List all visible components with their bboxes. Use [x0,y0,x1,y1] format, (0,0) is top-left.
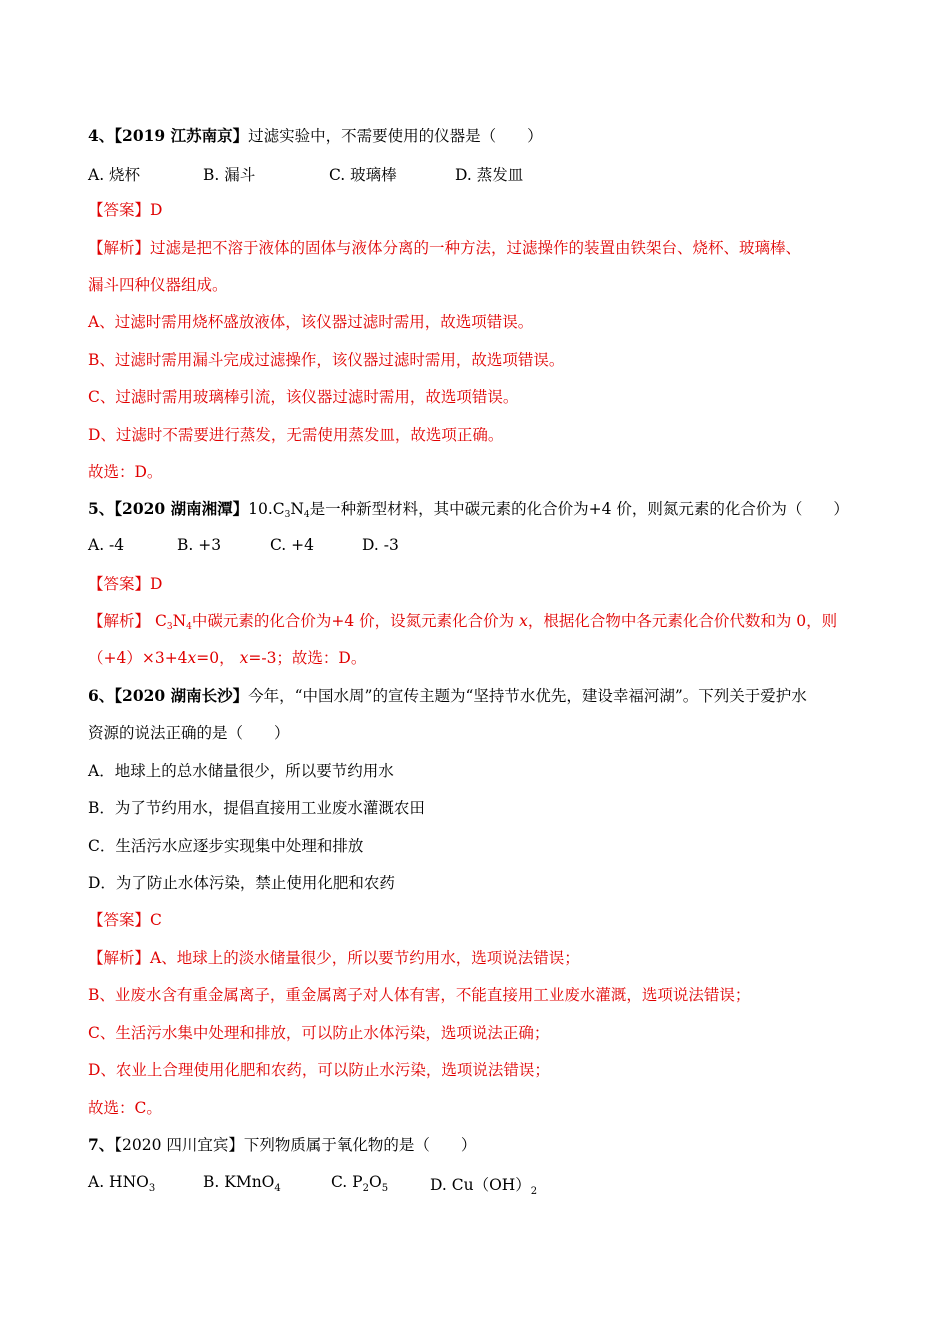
q7-option-a-sub: 3 [148,1183,156,1194]
q7-option-b-sub: 4 [274,1183,281,1194]
q5-formula-n-sub: 4 [303,510,310,520]
q6-analysis-a [88,948,580,968]
q7-option-b-text: B. KMnO [203,1173,275,1191]
q5-formula-n: N [290,500,304,518]
q5-analysis-text-2c: =-3；故选：D。 [248,649,367,667]
q5-answer-value: D [150,575,163,593]
q4-analysis-b: B、过滤时需用漏斗完成过滤操作，该仪器过滤时需用，故选项错误。 [88,351,565,369]
q5-stem-text: 是一种新型材料，其中碳元素的化合价为+4 价，则氮元素的化合价为（ ） [309,500,849,518]
q6-answer-value: C [150,911,162,929]
q5-var-x-1: x [519,612,528,630]
q6-analysis-c: C、生活污水集中处理和排放，可以防止水体污染，选项说法正确； [88,1024,550,1042]
q4-analysis-line-1 [88,238,801,258]
q6-option-a: A．地球上的总水储量很少，所以要节约用水 [88,762,394,780]
q5-formula-c: C [272,500,285,518]
q4-option-b: B. 漏斗 [203,166,256,184]
q4-option-a: A. 烧杯 [88,166,141,184]
q4-answer-value: D [150,201,163,219]
q5-analysis-line-1 [88,611,837,637]
q7-source: 【2020 四川宜宾】 [114,1136,244,1154]
q4-conclusion: 故选：D。 [88,463,163,481]
q6-analysis-tag: 【解析】 [88,949,151,967]
q7-option-b [203,1173,281,1194]
q5-analysis-text-2b: =0， [196,649,235,667]
q5-answer [88,574,162,594]
q5-option-d: D. -3 [362,536,399,554]
q6-answer-tag: 【答案】 [88,911,151,929]
q5-analysis-text-2a: （+4）×3+4 [88,649,188,667]
q6-option-d: D．为了防止水体污染，禁止使用化肥和农药 [88,874,395,892]
q4-answer-tag: 【答案】 [88,201,151,219]
q4-option-d: D. 蒸发皿 [455,166,524,184]
q5-answer-tag: 【答案】 [88,575,151,593]
q4-analysis-line-2: 漏斗四种仪器组成。 [88,276,228,294]
q7-option-c-text: C. P [331,1173,363,1191]
q6-option-b: B．为了节约用水，提倡直接用工业废水灌溉农田 [88,799,425,817]
q6-stem-line-2: 资源的说法正确的是（ ） [88,724,290,742]
q4-number: 4、 [88,126,115,145]
q5-var-x-2: x [187,649,197,667]
q5-formula-c-sub: 3 [284,510,291,520]
q5-option-b: B. +3 [177,536,222,554]
q7-option-a-text: A. HNO [88,1173,149,1191]
q7-option-c-sub-1: 2 [362,1183,369,1194]
q7-option-d [430,1173,537,1197]
q6-answer [88,910,162,930]
q7-stem-text: 下列物质属于氧化物的是（ ） [243,1136,477,1154]
q7-option-a [88,1173,155,1194]
q5-analysis-tag: 【解析】 [88,612,151,630]
q5-source: 【2020 湖南湘潭】 [114,499,249,518]
q4-answer [88,200,162,220]
q4-analysis-c: C、过滤时需用玻璃棒引流，该仪器过滤时需用，故选项错误。 [88,388,519,406]
q5-analysis-formula-n: N [172,612,187,630]
q6-option-c: C．生活污水应逐步实现集中处理和排放 [88,837,364,855]
q6-analysis-a-text: A、地球上的淡水储量很少，所以要节约用水，选项说法错误； [150,949,580,967]
q7-option-c-text-2: O [368,1173,382,1191]
q4-analysis-text-1: 过滤是把不溶于液体的固体与液体分离的一种方法，过滤操作的装置由铁架台、烧杯、玻璃棒、 [150,239,802,257]
q7-stem [88,1135,476,1155]
q5-analysis-formula-c: C [154,612,167,630]
q6-analysis-d: D、农业上合理使用化肥和农药，可以防止水污染，选项说法错误； [88,1061,550,1079]
q6-number: 6、 [88,686,115,705]
q5-stem [88,499,849,525]
q5-analysis-formula-n-sub: 4 [186,622,192,632]
q7-option-c-sub-2: 5 [381,1183,389,1194]
q5-var-x-3: x [239,649,249,667]
q4-stem-text: 过滤实验中，不需要使用的仪器是（ ） [248,127,543,145]
q4-source: 【2019 江苏南京】 [114,126,249,145]
q4-option-c: C. 玻璃棒 [329,166,397,184]
q5-analysis-line-2 [88,648,366,668]
q4-analysis-d: D、过滤时不需要进行蒸发，无需使用蒸发皿，故选项正确。 [88,426,504,444]
q5-analysis-formula-c-sub: 3 [166,622,173,632]
q6-stem-text-1: 今年，“中国水周”的宣传主题为“坚持节水优先，建设幸福河湖”。下列关于爱护水 [248,687,807,705]
q7-option-d-text: D. Cu（OH） [430,1176,531,1194]
q6-analysis-b: B、业废水含有重金属离子，重金属离子对人体有害，不能直接用工业废水灌溉，选项说法错误； [88,986,751,1004]
q5-analysis-text-1: 中碳元素的化合价为+4 价，设氮元素化合价为 [191,612,515,630]
q7-option-d-sub: 2 [530,1186,538,1197]
q6-source: 【2020 湖南长沙】 [114,686,249,705]
q7-number: 7、 [88,1135,115,1154]
q5-option-c: C. +4 [270,536,315,554]
q7-option-c [331,1173,388,1194]
q6-stem-line-1 [88,686,807,706]
q6-conclusion: 故选：C。 [88,1099,162,1117]
q5-prefix: 10. [248,500,273,518]
q5-option-a: A. -4 [88,536,125,554]
q4-analysis-tag: 【解析】 [88,239,151,257]
q4-stem [88,126,543,146]
q5-analysis-text-1b: ，根据化合物中各元素化合价代数和为 0，则 [527,612,838,630]
q5-number: 5、 [88,499,115,518]
q4-analysis-a: A、过滤时需用烧杯盛放液体，该仪器过滤时需用，故选项错误。 [88,313,534,331]
